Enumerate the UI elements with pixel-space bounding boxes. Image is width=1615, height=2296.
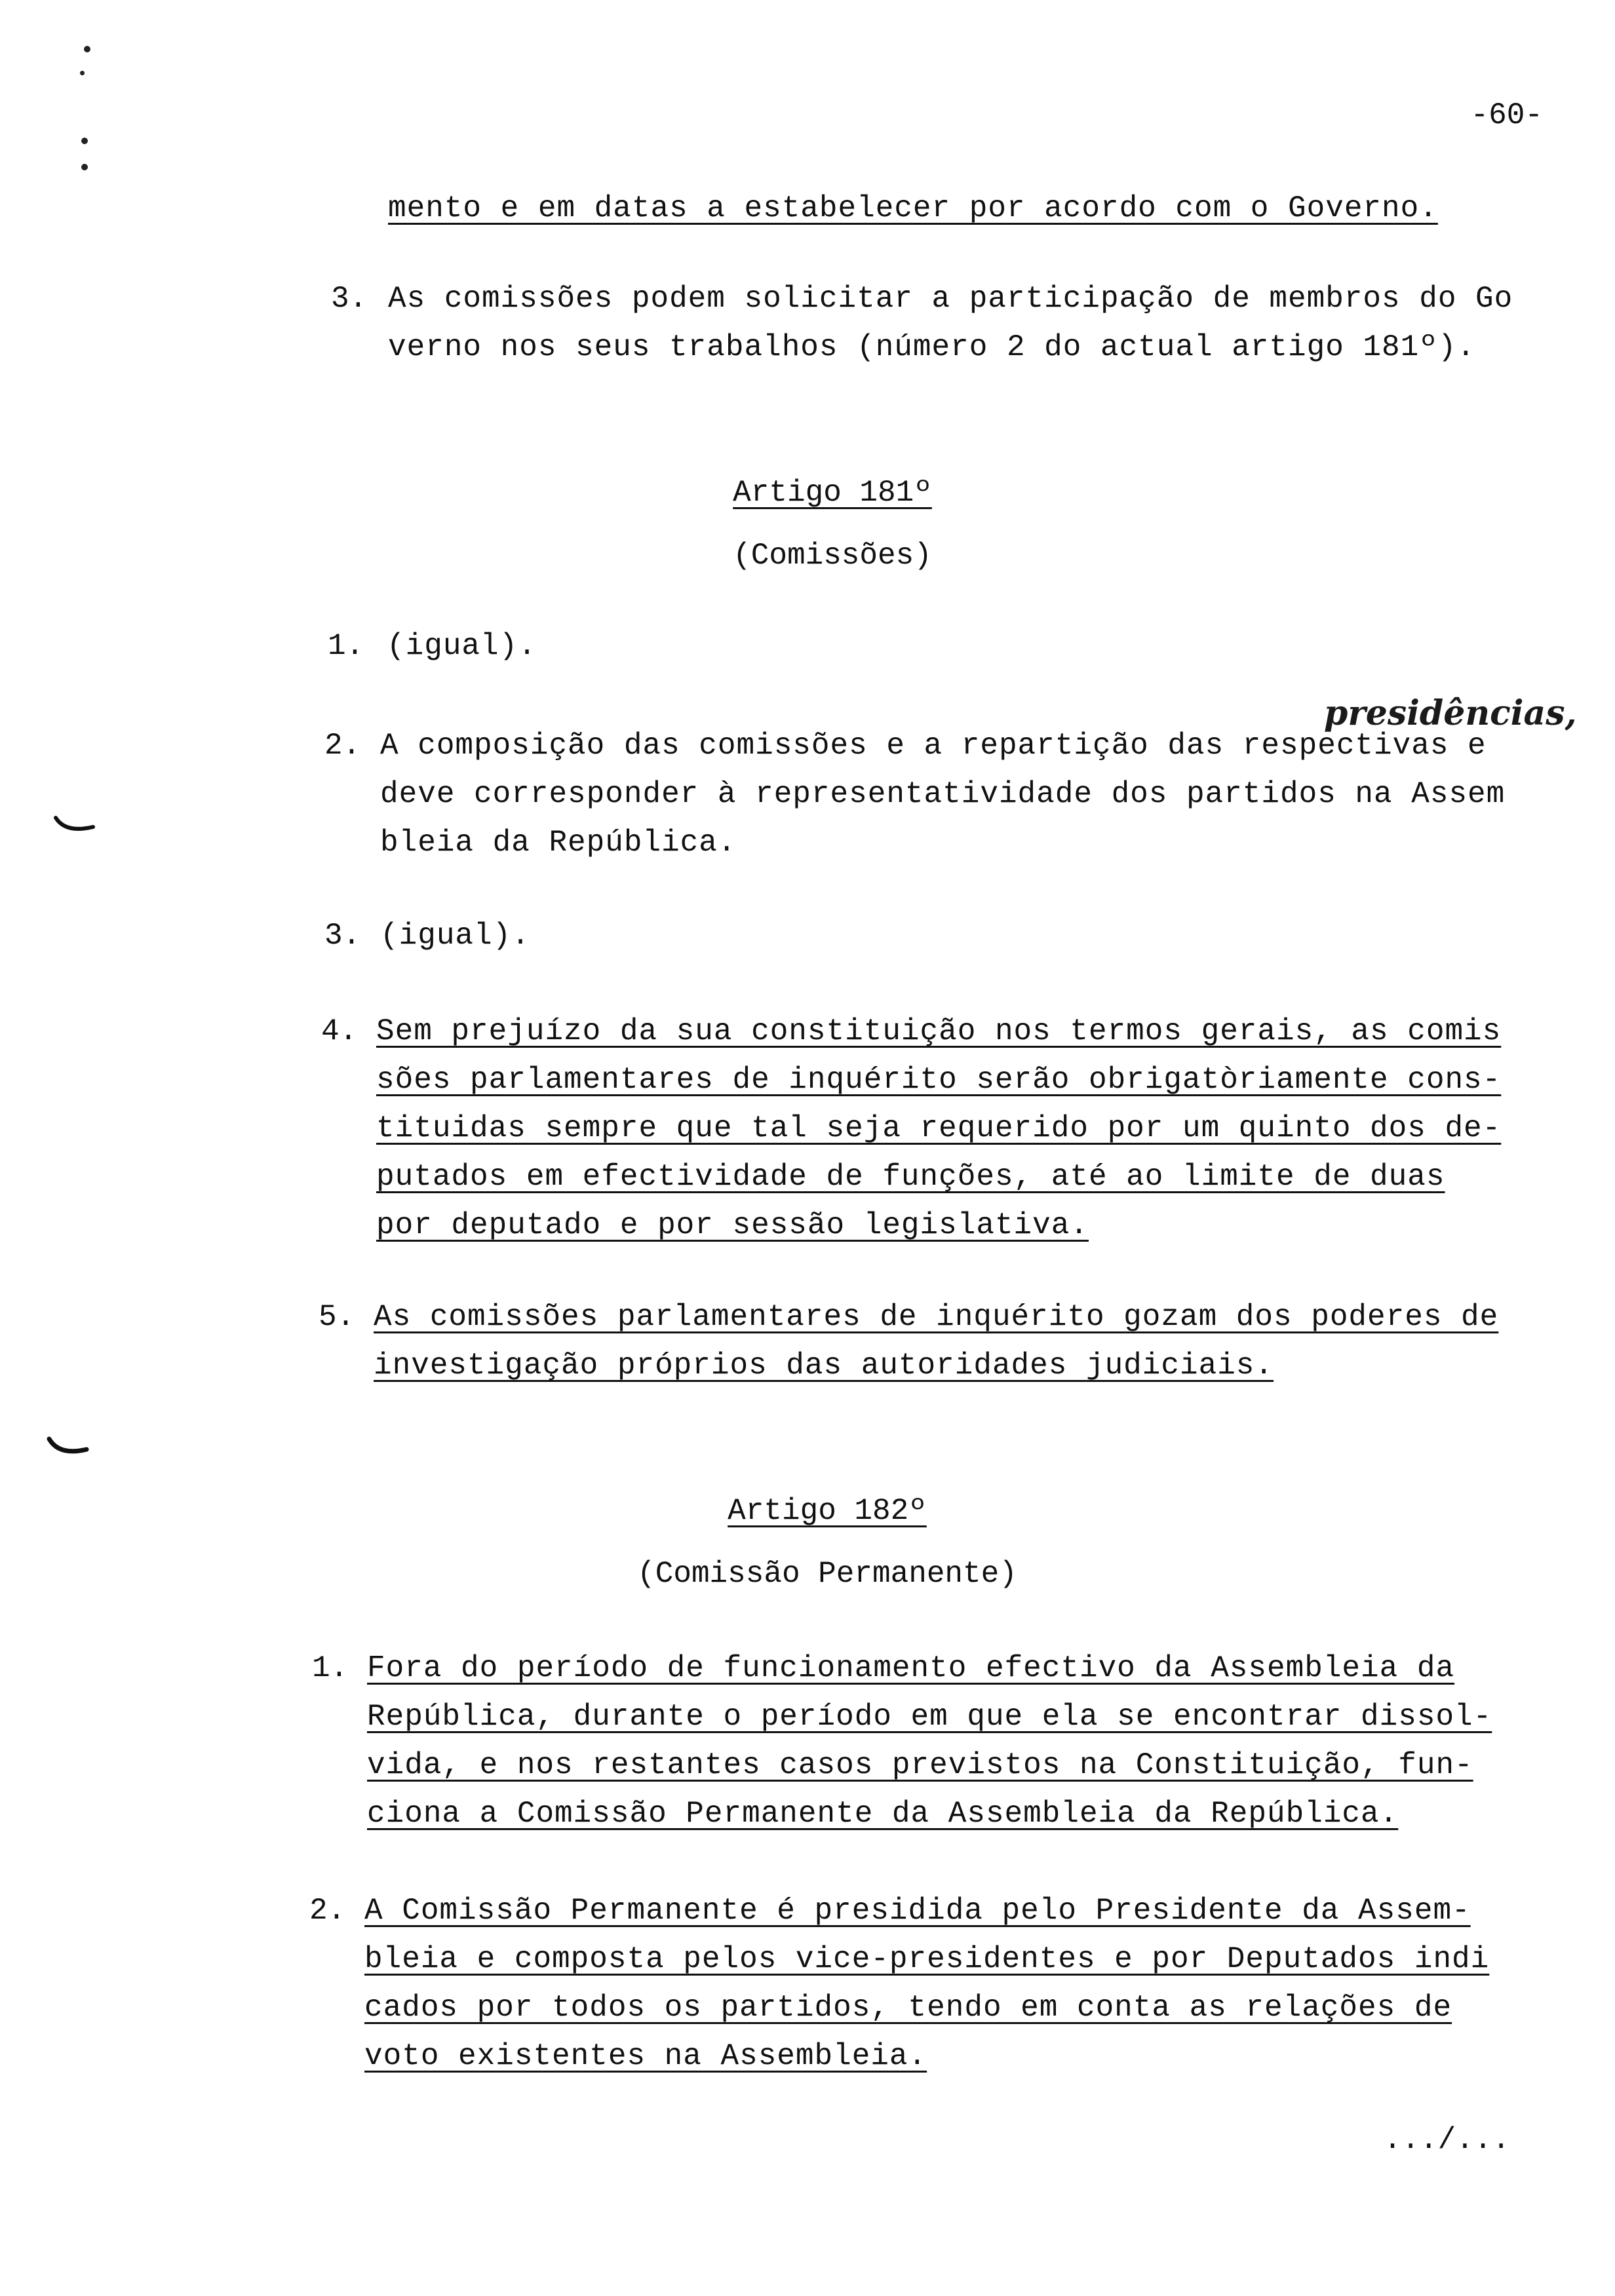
article-title-text: Artigo 181º: [733, 476, 932, 510]
paragraph-line: putados em efectividade de funções, até ao limite de duas: [376, 1160, 1445, 1194]
paragraph-line: verno nos seus trabalhos (número 2 do actual artigo 181º).: [388, 330, 1476, 364]
item-number: 2.: [309, 1894, 346, 1928]
paragraph-line: (igual).: [387, 629, 537, 663]
paragraph-line: Sem prejuízo da sua constituição nos termos gerais, as comis: [376, 1014, 1502, 1048]
paragraph-line: voto existentes na Assembleia.: [364, 2039, 927, 2073]
margin-check-mark: [52, 813, 98, 839]
margin-dot: [80, 71, 85, 75]
item-number: 1.: [312, 1651, 349, 1685]
margin-check-mark: [46, 1435, 92, 1461]
intro-line: mento e em datas a estabelecer por acordo com o Governo.: [388, 191, 1438, 225]
paragraph-line: deve corresponder à representatividade dos partidos na Assem: [380, 777, 1506, 811]
article-subtitle: (Comissão Permanente): [637, 1557, 1017, 1591]
paragraph-line: ciona a Comissão Permanente da Assembleia da República.: [367, 1797, 1399, 1831]
paragraph-line: As comissões parlamentares de inquérito gozam dos poderes de: [374, 1300, 1499, 1334]
item-number: 5.: [319, 1300, 355, 1334]
item-number: 4.: [321, 1014, 358, 1048]
item-number: 1.: [328, 629, 364, 663]
article-title: [0, 1487, 1615, 1535]
paragraph-line: bleia da República.: [380, 826, 737, 860]
paragraph-line: As comissões podem solicitar a participação de membros do Go: [388, 282, 1513, 316]
paragraph-line: tituidas sempre que tal seja requerido por um quinto dos de-: [376, 1111, 1502, 1145]
page-number: -60-: [1470, 98, 1543, 132]
paragraph-line: Fora do período de funcionamento efectivo da Assembleia da: [367, 1651, 1455, 1685]
article-title-text: Artigo 182º: [728, 1494, 927, 1528]
paragraph-line: (igual).: [380, 919, 530, 953]
article-title: [0, 469, 1615, 516]
paragraph-line: investigação próprios das autoridades judiciais.: [374, 1349, 1274, 1383]
paragraph-line: sões parlamentares de inquérito serão obrigatòriamente cons-: [376, 1063, 1502, 1097]
item-number: 3.: [331, 282, 368, 316]
paragraph-line: A composição das comissões e a repartição das respectivas e: [380, 729, 1487, 763]
paragraph-line: bleia e composta pelos vice-presidentes e por Deputados indi: [364, 1942, 1490, 1976]
margin-dot: [81, 164, 88, 170]
paragraph-line: vida, e nos restantes casos previstos na Constituição, fun-: [367, 1748, 1473, 1782]
paragraph-line: A Comissão Permanente é presidida pelo Presidente da Assem-: [364, 1894, 1471, 1928]
item-number: 2.: [324, 729, 361, 763]
article-subtitle: (Comissões): [733, 539, 932, 573]
item-number: 3.: [324, 919, 361, 953]
paragraph-line: por deputado e por sessão legislativa.: [376, 1208, 1089, 1242]
margin-dot: [81, 138, 88, 144]
margin-dot: [84, 46, 90, 52]
continuation-mark: .../...: [1383, 2123, 1510, 2157]
handwritten-note: presidências,: [1324, 693, 1577, 733]
paragraph-line: cados por todos os partidos, tendo em conta as relações de: [364, 1991, 1452, 2025]
paragraph-line: República, durante o período em que ela se encontrar dissol-: [367, 1700, 1492, 1734]
